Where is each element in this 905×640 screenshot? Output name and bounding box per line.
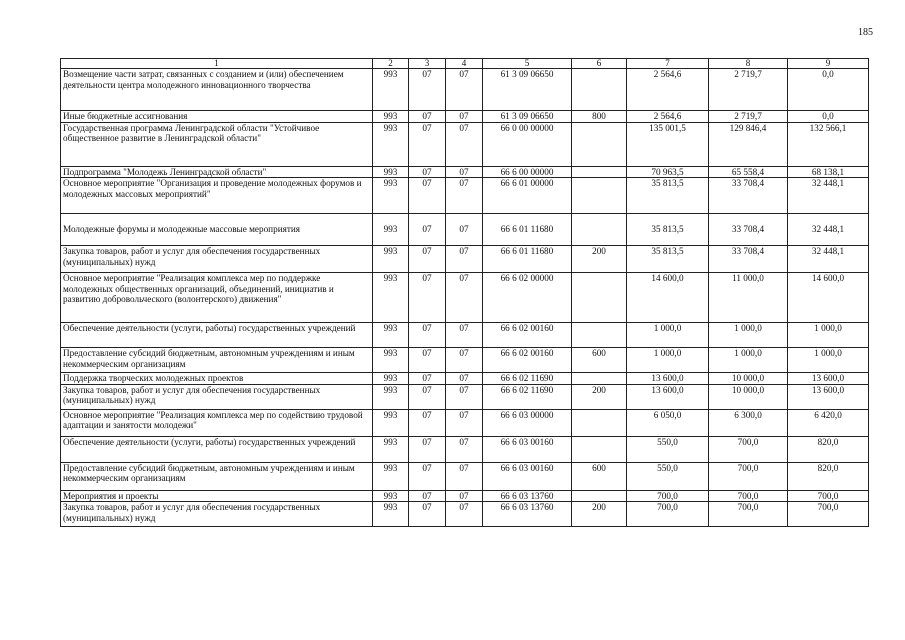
amount-year3-cell: 820,0: [788, 436, 869, 462]
amount-year1-cell: 2 564,6: [627, 69, 709, 111]
expense-type-cell: [572, 373, 627, 385]
table-header-row: [61, 59, 869, 69]
expense-type-cell: [572, 166, 627, 178]
amount-year2-cell: 1 000,0: [709, 348, 788, 373]
section-cell: 07: [409, 214, 446, 246]
section-cell: 07: [409, 490, 446, 502]
target-article-cell: 66 6 02 00160: [483, 323, 572, 348]
subsection-cell: 07: [446, 373, 483, 385]
amount-year1-cell: 6 050,0: [627, 409, 709, 436]
amount-year1-cell: 135 001,5: [627, 122, 709, 166]
column-header: 4: [446, 59, 483, 69]
column-header: 1: [61, 59, 373, 69]
table-row: [61, 166, 869, 178]
amount-year3-cell: 1 000,0: [788, 348, 869, 373]
expense-type-cell: 800: [572, 111, 627, 123]
row-name-cell: Возмещение части затрат, связанных с созданием и (или) обеспечением деятельности центра молодежного инновационного творчества: [61, 69, 373, 111]
section-cell: 07: [409, 462, 446, 490]
section-cell: 07: [409, 178, 446, 214]
amount-year3-cell: 6 420,0: [788, 409, 869, 436]
target-article-cell: 66 6 03 13760: [483, 502, 572, 527]
admin-code-cell: 993: [373, 502, 409, 527]
admin-code-cell: 993: [373, 348, 409, 373]
subsection-cell: 07: [446, 122, 483, 166]
target-article-cell: 66 6 02 11690: [483, 373, 572, 385]
section-cell: 07: [409, 273, 446, 323]
amount-year3-cell: 132 566,1: [788, 122, 869, 166]
column-header: 2: [373, 59, 409, 69]
amount-year2-cell: 10 000,0: [709, 384, 788, 409]
expense-type-cell: [572, 323, 627, 348]
admin-code-cell: 993: [373, 490, 409, 502]
amount-year1-cell: 1 000,0: [627, 323, 709, 348]
column-header: 7: [627, 59, 709, 69]
amount-year3-cell: 32 448,1: [788, 214, 869, 246]
amount-year3-cell: 0,0: [788, 69, 869, 111]
amount-year3-cell: 32 448,1: [788, 246, 869, 273]
amount-year2-cell: 700,0: [709, 436, 788, 462]
amount-year1-cell: 700,0: [627, 490, 709, 502]
table-row: [61, 373, 869, 385]
amount-year2-cell: 700,0: [709, 490, 788, 502]
subsection-cell: 07: [446, 384, 483, 409]
amount-year2-cell: 700,0: [709, 502, 788, 527]
amount-year3-cell: 820,0: [788, 462, 869, 490]
subsection-cell: 07: [446, 436, 483, 462]
subsection-cell: 07: [446, 246, 483, 273]
section-cell: 07: [409, 69, 446, 111]
admin-code-cell: 993: [373, 409, 409, 436]
table-row: [61, 178, 869, 214]
table-row: [61, 462, 869, 490]
amount-year2-cell: 1 000,0: [709, 323, 788, 348]
admin-code-cell: 993: [373, 214, 409, 246]
subsection-cell: 07: [446, 178, 483, 214]
target-article-cell: 66 0 00 00000: [483, 122, 572, 166]
amount-year2-cell: 129 846,4: [709, 122, 788, 166]
subsection-cell: 07: [446, 214, 483, 246]
column-header: 9: [788, 59, 869, 69]
admin-code-cell: 993: [373, 69, 409, 111]
expense-type-cell: [572, 436, 627, 462]
section-cell: 07: [409, 246, 446, 273]
section-cell: 07: [409, 166, 446, 178]
admin-code-cell: 993: [373, 462, 409, 490]
admin-code-cell: 993: [373, 178, 409, 214]
amount-year2-cell: 10 000,0: [709, 373, 788, 385]
amount-year2-cell: 33 708,4: [709, 214, 788, 246]
target-article-cell: 66 6 03 13760: [483, 490, 572, 502]
section-cell: 07: [409, 409, 446, 436]
target-article-cell: 66 6 03 00160: [483, 462, 572, 490]
amount-year3-cell: 700,0: [788, 502, 869, 527]
subsection-cell: 07: [446, 502, 483, 527]
target-article-cell: 66 6 03 00160: [483, 436, 572, 462]
amount-year1-cell: 2 564,6: [627, 111, 709, 123]
column-header: 6: [572, 59, 627, 69]
table-body: [61, 69, 869, 527]
expense-type-cell: [572, 178, 627, 214]
target-article-cell: 66 6 02 00000: [483, 273, 572, 323]
row-name-cell: Предоставление субсидий бюджетным, автономным учреждениям и иным некоммерческим организациям: [61, 462, 373, 490]
target-article-cell: 66 6 02 11690: [483, 384, 572, 409]
amount-year1-cell: 35 813,5: [627, 178, 709, 214]
section-cell: 07: [409, 384, 446, 409]
amount-year1-cell: 70 963,5: [627, 166, 709, 178]
amount-year1-cell: 1 000,0: [627, 348, 709, 373]
amount-year2-cell: 6 300,0: [709, 409, 788, 436]
subsection-cell: 07: [446, 462, 483, 490]
row-name-cell: Мероприятия и проекты: [61, 490, 373, 502]
amount-year2-cell: 65 558,4: [709, 166, 788, 178]
section-cell: 07: [409, 436, 446, 462]
row-name-cell: Основное мероприятие "Реализация комплекса мер по поддержке молодежных общественных организаций, объединений, инициатив и развитию добровольческого (волонтерского) движения": [61, 273, 373, 323]
subsection-cell: 07: [446, 323, 483, 348]
row-name-cell: Иные бюджетные ассигнования: [61, 111, 373, 123]
admin-code-cell: 993: [373, 166, 409, 178]
row-name-cell: Поддержка творческих молодежных проектов: [61, 373, 373, 385]
amount-year3-cell: 0,0: [788, 111, 869, 123]
expense-type-cell: 600: [572, 348, 627, 373]
expense-type-cell: [572, 490, 627, 502]
amount-year1-cell: 13 600,0: [627, 384, 709, 409]
amount-year3-cell: 700,0: [788, 490, 869, 502]
admin-code-cell: 993: [373, 246, 409, 273]
expense-type-cell: [572, 69, 627, 111]
target-article-cell: 66 6 01 00000: [483, 178, 572, 214]
row-name-cell: Закупка товаров, работ и услуг для обеспечения государственных (муниципальных) нужд: [61, 246, 373, 273]
table-row: [61, 409, 869, 436]
amount-year2-cell: 2 719,7: [709, 69, 788, 111]
amount-year1-cell: 35 813,5: [627, 246, 709, 273]
amount-year1-cell: 14 600,0: [627, 273, 709, 323]
amount-year2-cell: 2 719,7: [709, 111, 788, 123]
section-cell: 07: [409, 373, 446, 385]
table-row: [61, 111, 869, 123]
target-article-cell: 66 6 03 00000: [483, 409, 572, 436]
target-article-cell: 66 6 02 00160: [483, 348, 572, 373]
table-row: [61, 69, 869, 111]
subsection-cell: 07: [446, 409, 483, 436]
table-row: [61, 502, 869, 527]
budget-table: [60, 58, 869, 527]
row-name-cell: Подпрограмма "Молодежь Ленинградской области": [61, 166, 373, 178]
expense-type-cell: [572, 214, 627, 246]
amount-year3-cell: 13 600,0: [788, 384, 869, 409]
amount-year3-cell: 32 448,1: [788, 178, 869, 214]
subsection-cell: 07: [446, 490, 483, 502]
table-row: [61, 122, 869, 166]
admin-code-cell: 993: [373, 373, 409, 385]
admin-code-cell: 993: [373, 436, 409, 462]
table-row: [61, 348, 869, 373]
expense-type-cell: [572, 273, 627, 323]
target-article-cell: 61 3 09 06650: [483, 111, 572, 123]
table-row: [61, 273, 869, 323]
target-article-cell: 66 6 00 00000: [483, 166, 572, 178]
amount-year1-cell: 700,0: [627, 502, 709, 527]
column-header: 3: [409, 59, 446, 69]
row-name-cell: Закупка товаров, работ и услуг для обеспечения государственных (муниципальных) нужд: [61, 384, 373, 409]
column-header: 8: [709, 59, 788, 69]
amount-year1-cell: 550,0: [627, 436, 709, 462]
amount-year2-cell: 700,0: [709, 462, 788, 490]
amount-year1-cell: 550,0: [627, 462, 709, 490]
section-cell: 07: [409, 323, 446, 348]
column-header: 5: [483, 59, 572, 69]
table-row: [61, 214, 869, 246]
expense-type-cell: 600: [572, 462, 627, 490]
expense-type-cell: 200: [572, 502, 627, 527]
expense-type-cell: [572, 409, 627, 436]
admin-code-cell: 993: [373, 384, 409, 409]
amount-year2-cell: 33 708,4: [709, 178, 788, 214]
row-name-cell: Государственная программа Ленинградской области "Устойчивое общественное развитие в Ленинградской области": [61, 122, 373, 166]
subsection-cell: 07: [446, 69, 483, 111]
subsection-cell: 07: [446, 111, 483, 123]
row-name-cell: Молодежные форумы и молодежные массовые мероприятия: [61, 214, 373, 246]
amount-year1-cell: 13 600,0: [627, 373, 709, 385]
admin-code-cell: 993: [373, 273, 409, 323]
amount-year3-cell: 68 138,1: [788, 166, 869, 178]
row-name-cell: Предоставление субсидий бюджетным, автономным учреждениям и иным некоммерческим организациям: [61, 348, 373, 373]
section-cell: 07: [409, 111, 446, 123]
admin-code-cell: 993: [373, 111, 409, 123]
table-row: [61, 246, 869, 273]
amount-year1-cell: 35 813,5: [627, 214, 709, 246]
subsection-cell: 07: [446, 348, 483, 373]
expense-type-cell: 200: [572, 384, 627, 409]
target-article-cell: 66 6 01 11680: [483, 246, 572, 273]
amount-year2-cell: 11 000,0: [709, 273, 788, 323]
admin-code-cell: 993: [373, 323, 409, 348]
row-name-cell: Основное мероприятие "Организация и проведение молодежных форумов и молодежных массовых мероприятий": [61, 178, 373, 214]
amount-year2-cell: 33 708,4: [709, 246, 788, 273]
section-cell: 07: [409, 502, 446, 527]
subsection-cell: 07: [446, 273, 483, 323]
target-article-cell: 66 6 01 11680: [483, 214, 572, 246]
amount-year3-cell: 13 600,0: [788, 373, 869, 385]
row-name-cell: Обеспечение деятельности (услуги, работы) государственных учреждений: [61, 436, 373, 462]
row-name-cell: Основное мероприятие "Реализация комплекса мер по содействию трудовой адаптации и занятости молодежи": [61, 409, 373, 436]
table-row: [61, 384, 869, 409]
expense-type-cell: 200: [572, 246, 627, 273]
page-number: 185: [858, 27, 873, 38]
table-row: [61, 490, 869, 502]
row-name-cell: Закупка товаров, работ и услуг для обеспечения государственных (муниципальных) нужд: [61, 502, 373, 527]
section-cell: 07: [409, 348, 446, 373]
subsection-cell: 07: [446, 166, 483, 178]
amount-year3-cell: 14 600,0: [788, 273, 869, 323]
table-row: [61, 436, 869, 462]
amount-year3-cell: 1 000,0: [788, 323, 869, 348]
target-article-cell: 61 3 09 06650: [483, 69, 572, 111]
table-row: [61, 323, 869, 348]
row-name-cell: Обеспечение деятельности (услуги, работы) государственных учреждений: [61, 323, 373, 348]
section-cell: 07: [409, 122, 446, 166]
expense-type-cell: [572, 122, 627, 166]
admin-code-cell: 993: [373, 122, 409, 166]
